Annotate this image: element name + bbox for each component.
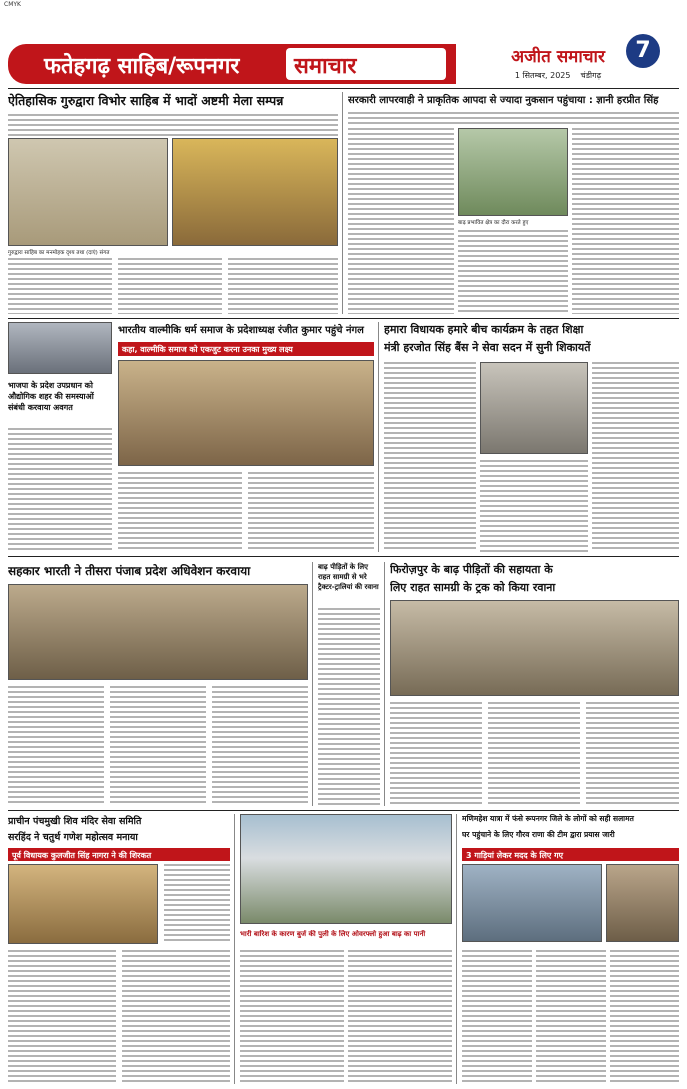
story-body — [8, 686, 104, 806]
story-body — [122, 950, 230, 1084]
story-photo — [172, 138, 338, 246]
section-word-box — [286, 48, 446, 80]
story-headline: सहकार भारती ने तीसरा पंजाब प्रदेश अधिवेशन करवाया — [8, 564, 251, 578]
story-body — [240, 950, 344, 1084]
dateline — [468, 70, 648, 84]
story-photo — [240, 814, 452, 924]
column-rule — [234, 814, 235, 1084]
column-rule — [456, 814, 457, 1084]
issue-date: 1 सितम्बर, 2025 — [514, 71, 571, 80]
story-photo — [390, 600, 679, 696]
column-rule — [384, 562, 385, 806]
story-photo — [8, 138, 168, 246]
story-body — [458, 230, 568, 314]
issue-city: चंडीगढ़ — [580, 71, 602, 80]
story-headline: मणिमहेश यात्रा में फंसे रूपनगर जिले के लोगों को सही सलामत — [462, 814, 634, 823]
story-body — [8, 428, 112, 552]
story-headline: भारतीय वाल्मीकि धर्म समाज के प्रदेशाध्यक्ष रंजीत कुमार पहुंचे नंगल — [118, 325, 364, 336]
story-photo — [458, 128, 568, 216]
story-body — [8, 258, 112, 314]
story-photo — [8, 584, 308, 680]
story-subhead: कहा, वाल्मीकि समाज को एकजुट करना उनका मुख्य लक्ष्य — [118, 342, 374, 356]
print-marks: CMYK — [4, 1, 21, 8]
story-body — [110, 686, 206, 806]
section-masthead — [8, 44, 456, 84]
story-headline: प्राचीन पंचमुखी शिव मंदिर सेवा समिति — [8, 816, 142, 827]
story-photo — [462, 864, 602, 942]
story-body — [318, 608, 380, 806]
story-body — [228, 258, 338, 314]
story-body — [348, 128, 454, 314]
story-body — [586, 702, 679, 806]
story-body — [462, 950, 532, 1084]
story-body — [390, 702, 482, 806]
story-body — [348, 950, 452, 1084]
story-headline-line2: मंत्री हरजोत सिंह बैंस ने सेवा सदन में सुनी शिकायतें — [384, 341, 591, 354]
photo-caption: बाढ़ प्रभावित क्षेत्र का दौरा करते हुए — [458, 220, 529, 226]
story-body — [212, 686, 308, 806]
story-body — [118, 258, 222, 314]
story-headline: सरकारी लापरवाही ने प्राकृतिक आपदा से ज्यादा नुकसान पहुंचाया : ज्ञानी हरप्रीत सिंह — [348, 95, 659, 106]
photo-caption: गुरुद्वारा साहिब का मनमोहक दृश्य तथा (दाएं) संगत — [8, 250, 110, 256]
section-rule — [8, 810, 679, 811]
story-body — [248, 472, 374, 552]
section-rule — [8, 556, 679, 557]
story-photo — [8, 322, 112, 374]
story-body — [488, 702, 580, 806]
column-rule — [342, 92, 343, 314]
story-headline-line2: सरहिंद ने चतुर्थ गणेश महोत्सव मनाया — [8, 832, 138, 843]
story-body — [610, 950, 679, 1084]
story-headline: बाढ़ पीड़ितों के लिए राहत सामग्री से भरे ट्रैक्टर-ट्रालियां की रवाना — [318, 563, 379, 591]
story-body — [118, 472, 242, 552]
story-photo — [8, 864, 158, 944]
column-rule — [312, 562, 313, 806]
story-photo — [480, 362, 588, 454]
story-body — [384, 362, 476, 552]
story-subhead: पूर्व विधायक कुलजीत सिंह नागरा ने की शिरकत — [8, 848, 230, 861]
story-body — [164, 864, 230, 944]
story-headline: फिरोज़पुर के बाढ़ पीड़ितों की सहायता के — [390, 563, 553, 576]
story-body — [592, 362, 679, 552]
section-rule — [8, 318, 679, 319]
header-rule — [8, 88, 679, 89]
story-body — [8, 950, 116, 1084]
story-headline: भाजपा के प्रदेश उपप्रधान को औद्योगिक शहर की समस्याओं संबंधी करवाया अवगत — [8, 381, 94, 412]
story-headline-line2: घर पहुंचाने के लिए गौरव राणा की टीम द्वारा प्रयास जारी — [462, 830, 615, 839]
page-number-badge: 7 — [626, 34, 660, 68]
column-rule — [378, 322, 379, 552]
story-intro — [348, 112, 679, 124]
section-word: समाचार — [294, 54, 357, 79]
story-body — [480, 460, 588, 552]
story-headline: हमारा विधायक हमारे बीच कार्यक्रम के तहत शिक्षा — [384, 323, 584, 336]
section-title: फतेहगढ़ साहिब/रूपनगर — [44, 54, 240, 79]
story-subhead: 3 गाड़ियां लेकर मदद के लिए गए — [462, 848, 679, 861]
story-headline: भारी बारिश के कारण बुर्ज की पुली के लिए ओवरफ्लो हुआ बाढ़ का पानी — [240, 930, 426, 938]
story-photo — [118, 360, 374, 466]
story-intro — [8, 114, 338, 136]
newspaper-brand: अजीत समाचार — [511, 47, 605, 67]
story-photo — [606, 864, 679, 942]
story-body — [536, 950, 606, 1084]
story-headline-line2: लिए राहत सामग्री के ट्रक को किया रवाना — [390, 581, 556, 594]
story-headline: ऐतिहासिक गुरुद्वारा विभोर साहिब में भादों अष्टमी मेला सम्पन्न — [8, 93, 284, 108]
story-body — [572, 128, 679, 314]
